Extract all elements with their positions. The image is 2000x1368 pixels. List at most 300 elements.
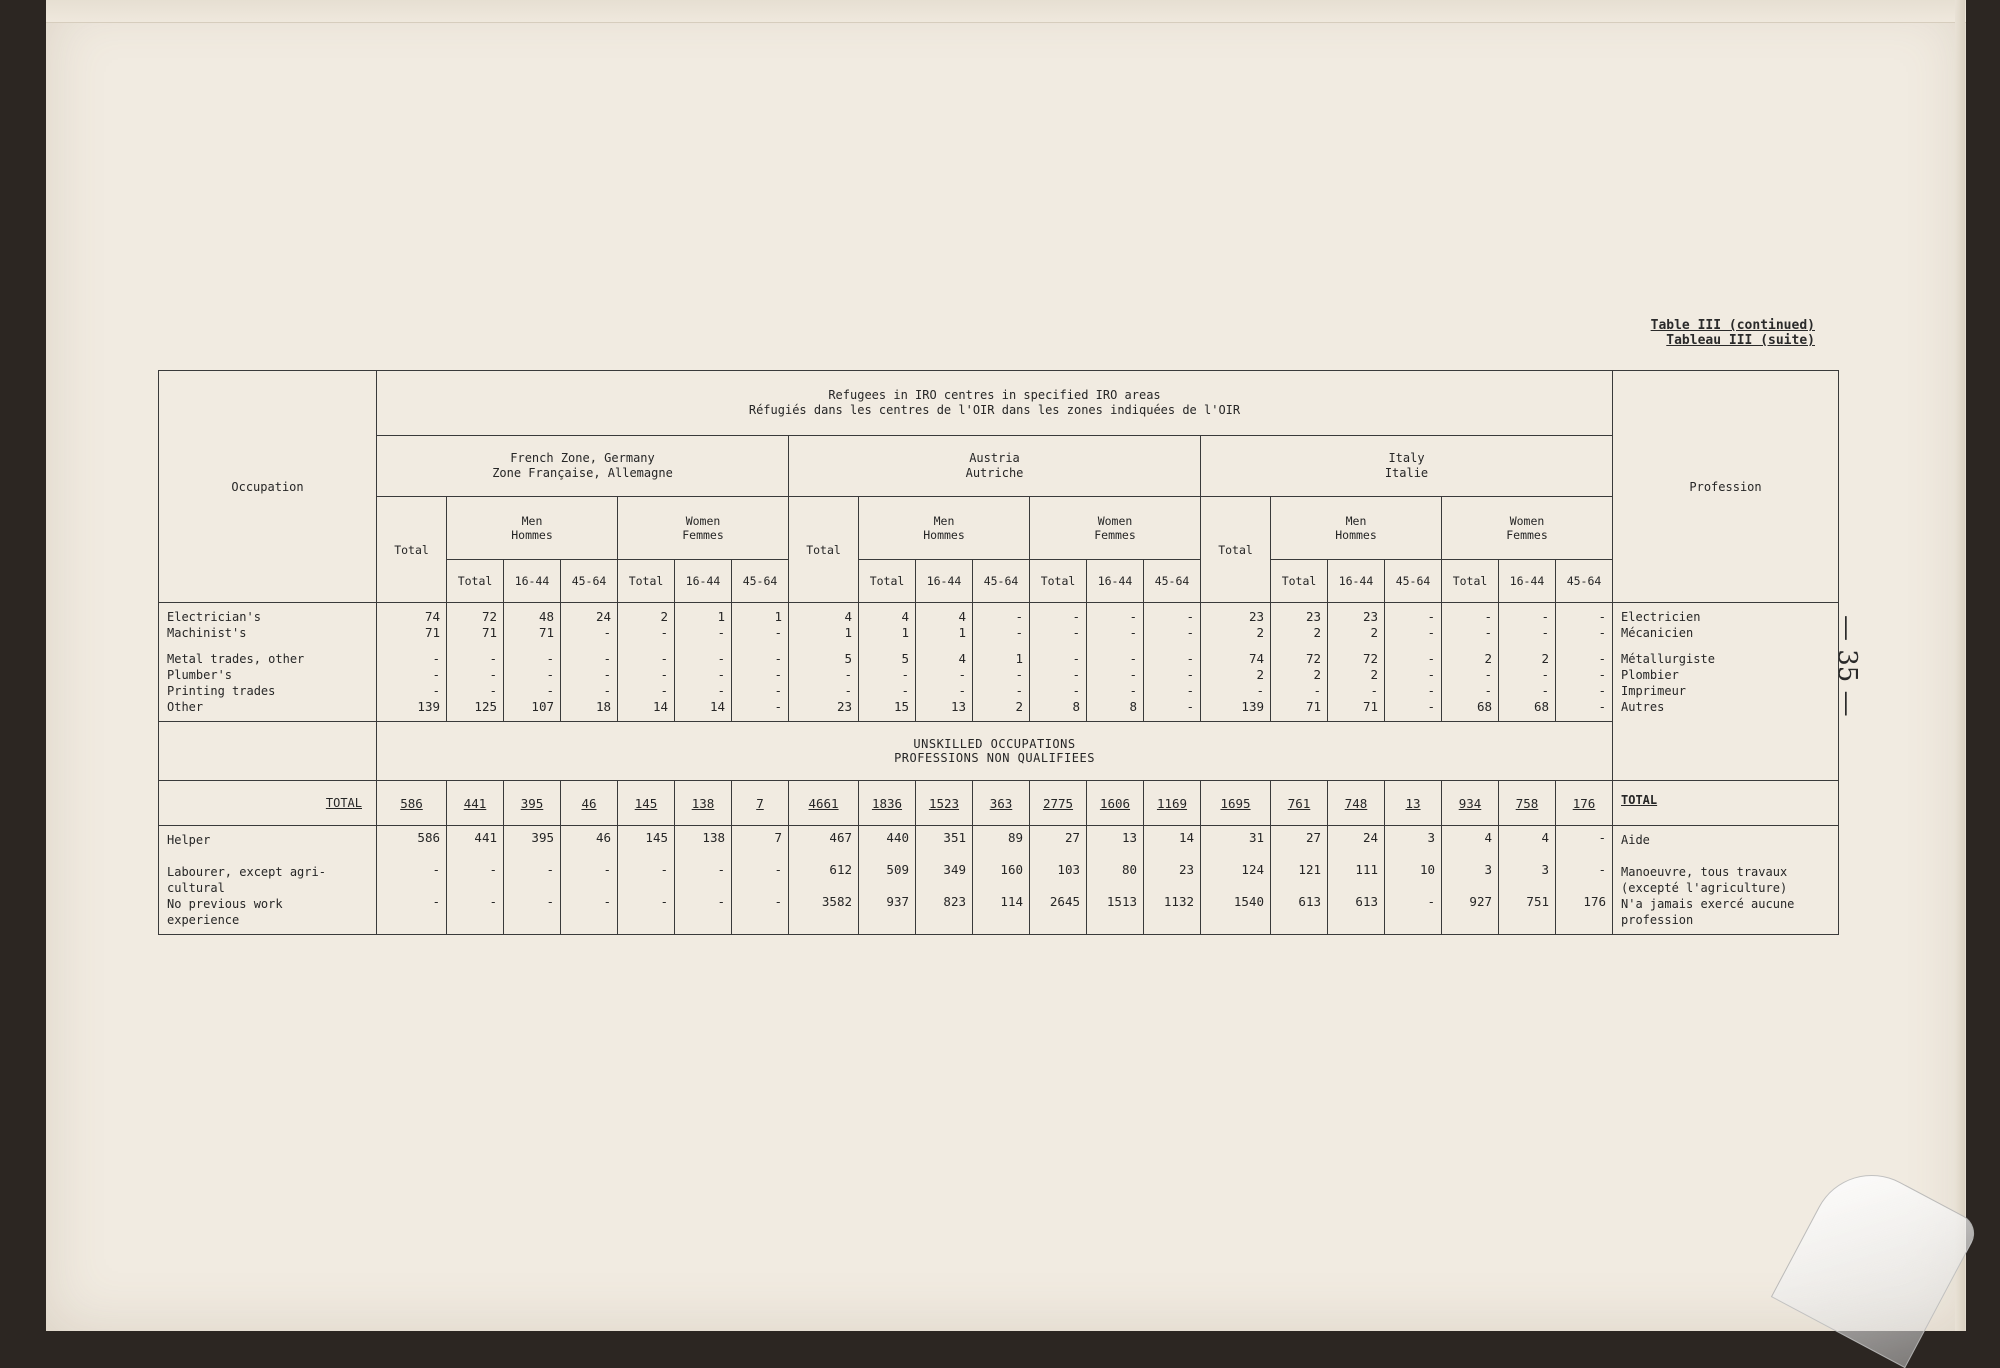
row-gap xyxy=(1442,878,1492,894)
row-gap xyxy=(1385,910,1435,926)
table-cell: 13 xyxy=(1121,830,1137,845)
unskilled-column xyxy=(675,826,732,935)
women-fr: Femmes xyxy=(1094,528,1136,542)
table-cell: - xyxy=(1072,625,1080,640)
row-gap xyxy=(1556,910,1606,926)
header-age-16-44: 16-44 xyxy=(504,560,561,603)
table-cell: 10 xyxy=(1419,862,1435,877)
row-gap xyxy=(916,641,966,651)
header-age-45-64: 45-64 xyxy=(973,560,1030,603)
table-cell: - xyxy=(1427,894,1435,909)
table-cell: 31 xyxy=(1248,830,1264,845)
skilled-column xyxy=(789,603,859,722)
total-cell: 1695 xyxy=(1201,781,1271,826)
skilled-column xyxy=(1556,603,1613,722)
table-cell: 751 xyxy=(1526,894,1549,909)
unskilled-column xyxy=(1271,826,1328,935)
header-zone-french xyxy=(377,436,789,497)
table-cell: 71 xyxy=(1362,699,1378,714)
table-cell: - xyxy=(1427,699,1435,714)
table-title-en: Table III (continued) xyxy=(1650,318,1815,333)
table-cell: 1 xyxy=(717,609,725,624)
table-cell: - xyxy=(546,683,554,698)
table-cell: 4 xyxy=(958,651,966,666)
unskilled-column xyxy=(1328,826,1385,935)
table-cell: - xyxy=(546,667,554,682)
skilled-occupations xyxy=(159,603,377,722)
table-cell: - xyxy=(717,625,725,640)
row-gap xyxy=(916,878,966,894)
table-cell: 4 xyxy=(901,609,909,624)
row-gap xyxy=(447,878,497,894)
table-cell: 2 xyxy=(1541,651,1549,666)
header-women xyxy=(618,497,789,560)
zone-austria-en: Austria xyxy=(969,451,1020,465)
table-cell: - xyxy=(717,894,725,909)
row-gap xyxy=(675,878,725,894)
row-gap xyxy=(1087,846,1137,862)
header-total: Total xyxy=(377,497,447,603)
table-cell: - xyxy=(1427,651,1435,666)
table-cell: 937 xyxy=(886,894,909,909)
table-cell: - xyxy=(1598,683,1606,698)
table-cell: - xyxy=(1427,667,1435,682)
table-cell: - xyxy=(717,667,725,682)
unskilled-column xyxy=(1499,826,1556,935)
row-gap xyxy=(789,846,852,862)
table-cell: 138 xyxy=(702,830,725,845)
table-cell: 103 xyxy=(1057,862,1080,877)
occupation-label: experience xyxy=(167,913,240,927)
table-cell: 2 xyxy=(660,609,668,624)
table-cell: - xyxy=(660,683,668,698)
page-fold xyxy=(1955,0,1965,1331)
table-cell: 441 xyxy=(474,830,497,845)
table-cell: 71 xyxy=(538,625,554,640)
total-cell: 4661 xyxy=(789,781,859,826)
total-cell: 363 xyxy=(973,781,1030,826)
profession-label: Métallurgiste xyxy=(1621,652,1715,666)
row-gap xyxy=(561,846,611,862)
table-cell: - xyxy=(1072,683,1080,698)
table-cell: 613 xyxy=(1355,894,1378,909)
unskilled-column xyxy=(1201,826,1271,935)
row-gap xyxy=(1030,910,1080,926)
table-cell: - xyxy=(603,894,611,909)
table-cell: - xyxy=(901,667,909,682)
row-gap xyxy=(561,641,611,651)
row-gap xyxy=(1442,846,1492,862)
table-cell: 15 xyxy=(893,699,909,714)
unskilled-column xyxy=(859,826,916,935)
row-gap xyxy=(789,641,852,651)
row-gap xyxy=(859,846,909,862)
table-cell: 72 xyxy=(1362,651,1378,666)
skilled-column xyxy=(1499,603,1556,722)
total-cell: 758 xyxy=(1499,781,1556,826)
total-cell: 934 xyxy=(1442,781,1499,826)
skilled-column xyxy=(377,603,447,722)
skilled-column xyxy=(732,603,789,722)
row-gap xyxy=(1271,878,1321,894)
table-cell: - xyxy=(1015,625,1023,640)
skilled-column xyxy=(1201,603,1271,722)
header-age-45-64: 45-64 xyxy=(1144,560,1201,603)
profession-label: Imprimeur xyxy=(1621,684,1687,698)
table-cell: - xyxy=(1484,625,1492,640)
skilled-column xyxy=(973,603,1030,722)
refugee-occupation-table xyxy=(158,370,1839,935)
table-cell: - xyxy=(1186,683,1194,698)
profession-label: N'a jamais exercé aucune xyxy=(1621,897,1795,911)
header-women xyxy=(1030,497,1201,560)
page-number: — 35 — xyxy=(1832,615,1862,717)
header-age-16-44: 16-44 xyxy=(1499,560,1556,603)
total-cell: 748 xyxy=(1328,781,1385,826)
table-cell: - xyxy=(1541,667,1549,682)
header-age-total: Total xyxy=(1271,560,1328,603)
table-cell: - xyxy=(1484,609,1492,624)
row-gap xyxy=(167,641,368,651)
table-cell: 2 xyxy=(1484,651,1492,666)
table-cell: - xyxy=(774,699,782,714)
table-cell: 14 xyxy=(709,699,725,714)
table-cell: 5 xyxy=(901,651,909,666)
table-cell: - xyxy=(1541,683,1549,698)
table-cell: 2 xyxy=(1256,625,1264,640)
table-cell: 18 xyxy=(595,699,611,714)
unskilled-column xyxy=(1556,826,1613,935)
table-cell: 1 xyxy=(774,609,782,624)
table-cell: - xyxy=(432,667,440,682)
table-cell: - xyxy=(1598,699,1606,714)
unskilled-column xyxy=(916,826,973,935)
table-cell: - xyxy=(1015,609,1023,624)
total-label-fr: TOTAL xyxy=(1613,781,1839,826)
row-gap xyxy=(973,641,1023,651)
men-en: Men xyxy=(521,514,543,528)
table-cell: 24 xyxy=(595,609,611,624)
table-cell: - xyxy=(774,862,782,877)
table-cell: 1 xyxy=(901,625,909,640)
header-men xyxy=(447,497,618,560)
table-cell: 2 xyxy=(1370,667,1378,682)
table-cell: - xyxy=(1256,683,1264,698)
table-cell: - xyxy=(603,625,611,640)
occupation-label: cultural xyxy=(167,881,225,895)
table-cell: - xyxy=(1186,609,1194,624)
row-gap xyxy=(1087,641,1137,651)
table-cell: - xyxy=(1598,862,1606,877)
row-gap xyxy=(973,846,1023,862)
table-cell: - xyxy=(432,862,440,877)
table-cell: 3582 xyxy=(821,894,852,909)
skilled-column xyxy=(1271,603,1328,722)
table-cell: - xyxy=(546,651,554,666)
zone-french-fr: Zone Française, Allemagne xyxy=(492,466,673,480)
header-occupation: Occupation xyxy=(159,371,377,603)
row-gap xyxy=(789,878,852,894)
row-gap xyxy=(618,846,668,862)
row-gap xyxy=(618,641,668,651)
table-cell: 111 xyxy=(1355,862,1378,877)
table-cell: - xyxy=(774,894,782,909)
row-gap xyxy=(1271,641,1321,651)
table-cell: 2645 xyxy=(1049,894,1080,909)
table-cell: - xyxy=(717,862,725,877)
row-gap xyxy=(618,878,668,894)
table-cell: 8 xyxy=(1072,699,1080,714)
table-cell: - xyxy=(603,862,611,877)
profession-label: Electricien xyxy=(1621,610,1701,624)
profession-label: Manoeuvre, tous travaux xyxy=(1621,865,1788,879)
unskilled-column xyxy=(504,826,561,935)
table-cell: - xyxy=(1598,830,1606,845)
unskilled-column xyxy=(973,826,1030,935)
table-cell: 1 xyxy=(958,625,966,640)
table-cell: 27 xyxy=(1064,830,1080,845)
table-cell: 139 xyxy=(417,699,440,714)
table-cell: - xyxy=(958,683,966,698)
header-men xyxy=(859,497,1030,560)
profession-label: profession xyxy=(1621,913,1694,927)
skilled-column xyxy=(1144,603,1201,722)
occupation-label: Helper xyxy=(167,833,211,847)
row-gap xyxy=(1144,846,1194,862)
table-cell: - xyxy=(660,894,668,909)
table-cell: - xyxy=(1598,625,1606,640)
table-cell: - xyxy=(489,862,497,877)
header-age-16-44: 16-44 xyxy=(1087,560,1144,603)
table-cell: - xyxy=(1129,625,1137,640)
table-cell: - xyxy=(774,625,782,640)
table-cell: 1132 xyxy=(1163,894,1194,909)
table-cell: 1513 xyxy=(1106,894,1137,909)
header-age-45-64: 45-64 xyxy=(732,560,789,603)
row-gap xyxy=(732,846,782,862)
profession-label: Autres xyxy=(1621,700,1665,714)
row-gap xyxy=(1030,846,1080,862)
row-gap xyxy=(504,846,554,862)
row-gap xyxy=(561,878,611,894)
women-en: Women xyxy=(685,514,721,528)
table-cell: 71 xyxy=(481,625,497,640)
table-cell: - xyxy=(603,667,611,682)
row-gap xyxy=(973,910,1023,926)
row-gap xyxy=(1442,910,1492,926)
unskilled-column xyxy=(1385,826,1442,935)
row-gap xyxy=(1144,878,1194,894)
row-gap xyxy=(1385,878,1435,894)
unskilled-column xyxy=(1442,826,1499,935)
row-gap xyxy=(1271,910,1321,926)
table-cell: 927 xyxy=(1469,894,1492,909)
table-cell: - xyxy=(1186,699,1194,714)
header-age-total: Total xyxy=(447,560,504,603)
table-cell: - xyxy=(603,683,611,698)
unskilled-professions xyxy=(1613,826,1839,935)
row-gap xyxy=(447,846,497,862)
women-en: Women xyxy=(1097,514,1133,528)
header-women xyxy=(1442,497,1613,560)
row-gap xyxy=(377,846,440,862)
table-cell: - xyxy=(1129,609,1137,624)
row-gap xyxy=(1087,878,1137,894)
table-cell: 114 xyxy=(1000,894,1023,909)
table-cell: 71 xyxy=(1305,699,1321,714)
skilled-column xyxy=(504,603,561,722)
table-cell: 89 xyxy=(1007,830,1023,845)
table-cell: - xyxy=(489,667,497,682)
women-en: Women xyxy=(1509,514,1545,528)
table-cell: - xyxy=(774,667,782,682)
table-cell: 3 xyxy=(1541,862,1549,877)
table-cell: 145 xyxy=(645,830,668,845)
row-gap xyxy=(732,641,782,651)
row-gap xyxy=(916,910,966,926)
table-cell: - xyxy=(1129,667,1137,682)
table-cell: - xyxy=(546,862,554,877)
row-gap xyxy=(167,848,368,864)
table-cell: 349 xyxy=(943,862,966,877)
table-cell: 71 xyxy=(424,625,440,640)
table-cell: 586 xyxy=(417,830,440,845)
women-fr: Femmes xyxy=(1506,528,1548,542)
header-age-45-64: 45-64 xyxy=(561,560,618,603)
occupation-label: No previous work xyxy=(167,897,283,911)
table-cell: 4 xyxy=(1541,830,1549,845)
total-cell: 586 xyxy=(377,781,447,826)
table-cell: - xyxy=(717,651,725,666)
header-age-total: Total xyxy=(618,560,675,603)
table-cell: - xyxy=(1129,651,1137,666)
table-cell: 23 xyxy=(1178,862,1194,877)
row-gap xyxy=(1328,846,1378,862)
row-gap xyxy=(1328,910,1378,926)
table-cell: - xyxy=(774,683,782,698)
row-gap xyxy=(1144,641,1194,651)
zone-italy-en: Italy xyxy=(1388,451,1425,465)
row-gap xyxy=(732,878,782,894)
row-gap xyxy=(1030,641,1080,651)
skilled-column xyxy=(618,603,675,722)
total-cell: 761 xyxy=(1271,781,1328,826)
unskilled-column xyxy=(377,826,447,935)
table-cell: - xyxy=(1427,625,1435,640)
row-gap xyxy=(973,878,1023,894)
table-cell: 2 xyxy=(1256,667,1264,682)
table-cell: 5 xyxy=(844,651,852,666)
row-gap xyxy=(859,641,909,651)
men-en: Men xyxy=(1345,514,1367,528)
table-cell: 23 xyxy=(1362,609,1378,624)
total-cell: 1169 xyxy=(1144,781,1201,826)
table-cell: 2 xyxy=(1313,667,1321,682)
table-cell: - xyxy=(660,625,668,640)
header-main-fr: Réfugiés dans les centres de l'OIR dans les zones indiquées de l'OIR xyxy=(748,403,1241,417)
row-gap xyxy=(1556,641,1606,651)
row-gap xyxy=(1385,846,1435,862)
table-cell: - xyxy=(1370,683,1378,698)
table-cell: 23 xyxy=(836,699,852,714)
row-gap xyxy=(377,641,440,651)
table-cell: 107 xyxy=(531,699,554,714)
row-gap xyxy=(1385,641,1435,651)
table-cell: 14 xyxy=(1178,830,1194,845)
skilled-column xyxy=(1030,603,1087,722)
table-cell: 74 xyxy=(1248,651,1264,666)
table-cell: - xyxy=(958,667,966,682)
skilled-column xyxy=(1385,603,1442,722)
row-gap xyxy=(377,878,440,894)
table-cell: 3 xyxy=(1484,862,1492,877)
row-gap xyxy=(859,910,909,926)
total-cell: 1523 xyxy=(916,781,973,826)
table-cell: - xyxy=(1484,683,1492,698)
table-cell: - xyxy=(1541,609,1549,624)
row-gap xyxy=(1087,910,1137,926)
women-fr: Femmes xyxy=(682,528,724,542)
zone-french-en: French Zone, Germany xyxy=(510,451,655,465)
table-cell: 467 xyxy=(829,830,852,845)
table-cell: - xyxy=(1186,667,1194,682)
header-zone-austria xyxy=(789,436,1201,497)
table-cell: 139 xyxy=(1241,699,1264,714)
row-gap xyxy=(447,910,497,926)
header-age-total: Total xyxy=(1442,560,1499,603)
row-gap xyxy=(1499,641,1549,651)
unskilled-banner xyxy=(377,722,1613,781)
row-gap xyxy=(1201,910,1264,926)
table-cell: 176 xyxy=(1583,894,1606,909)
banner-fr: PROFESSIONS NON QUALIFIEES xyxy=(894,751,1095,765)
header-total: Total xyxy=(789,497,859,603)
row-gap xyxy=(675,846,725,862)
table-cell: 1 xyxy=(1015,651,1023,666)
skilled-column xyxy=(1328,603,1385,722)
table-cell: 613 xyxy=(1298,894,1321,909)
table-cell: - xyxy=(1598,609,1606,624)
occupation-spacer xyxy=(159,722,377,781)
total-cell: 145 xyxy=(618,781,675,826)
men-fr: Hommes xyxy=(923,528,965,542)
row-gap xyxy=(1556,846,1606,862)
table-cell: 48 xyxy=(538,609,554,624)
men-fr: Hommes xyxy=(1335,528,1377,542)
table-cell: 72 xyxy=(1305,651,1321,666)
table-cell: - xyxy=(1598,651,1606,666)
table-cell: - xyxy=(1427,683,1435,698)
profession-label: (excepté l'agriculture) xyxy=(1621,881,1788,895)
zone-italy-fr: Italie xyxy=(1384,466,1429,480)
header-age-45-64: 45-64 xyxy=(1556,560,1613,603)
occupation-label: Plumber's xyxy=(167,668,233,682)
table-cell: 7 xyxy=(774,830,782,845)
table-cell: 2 xyxy=(1370,625,1378,640)
row-gap xyxy=(1201,846,1264,862)
table-cell: 124 xyxy=(1241,862,1264,877)
skilled-column xyxy=(859,603,916,722)
row-gap xyxy=(1499,846,1549,862)
row-gap xyxy=(1499,878,1549,894)
table-cell: - xyxy=(660,667,668,682)
table-cell: - xyxy=(1427,609,1435,624)
header-main-en: Refugees in IRO centres in specified IRO areas xyxy=(828,388,1161,402)
header-age-total: Total xyxy=(1030,560,1087,603)
row-gap xyxy=(1621,848,1830,864)
table-cell: - xyxy=(603,651,611,666)
table-cell: 68 xyxy=(1476,699,1492,714)
